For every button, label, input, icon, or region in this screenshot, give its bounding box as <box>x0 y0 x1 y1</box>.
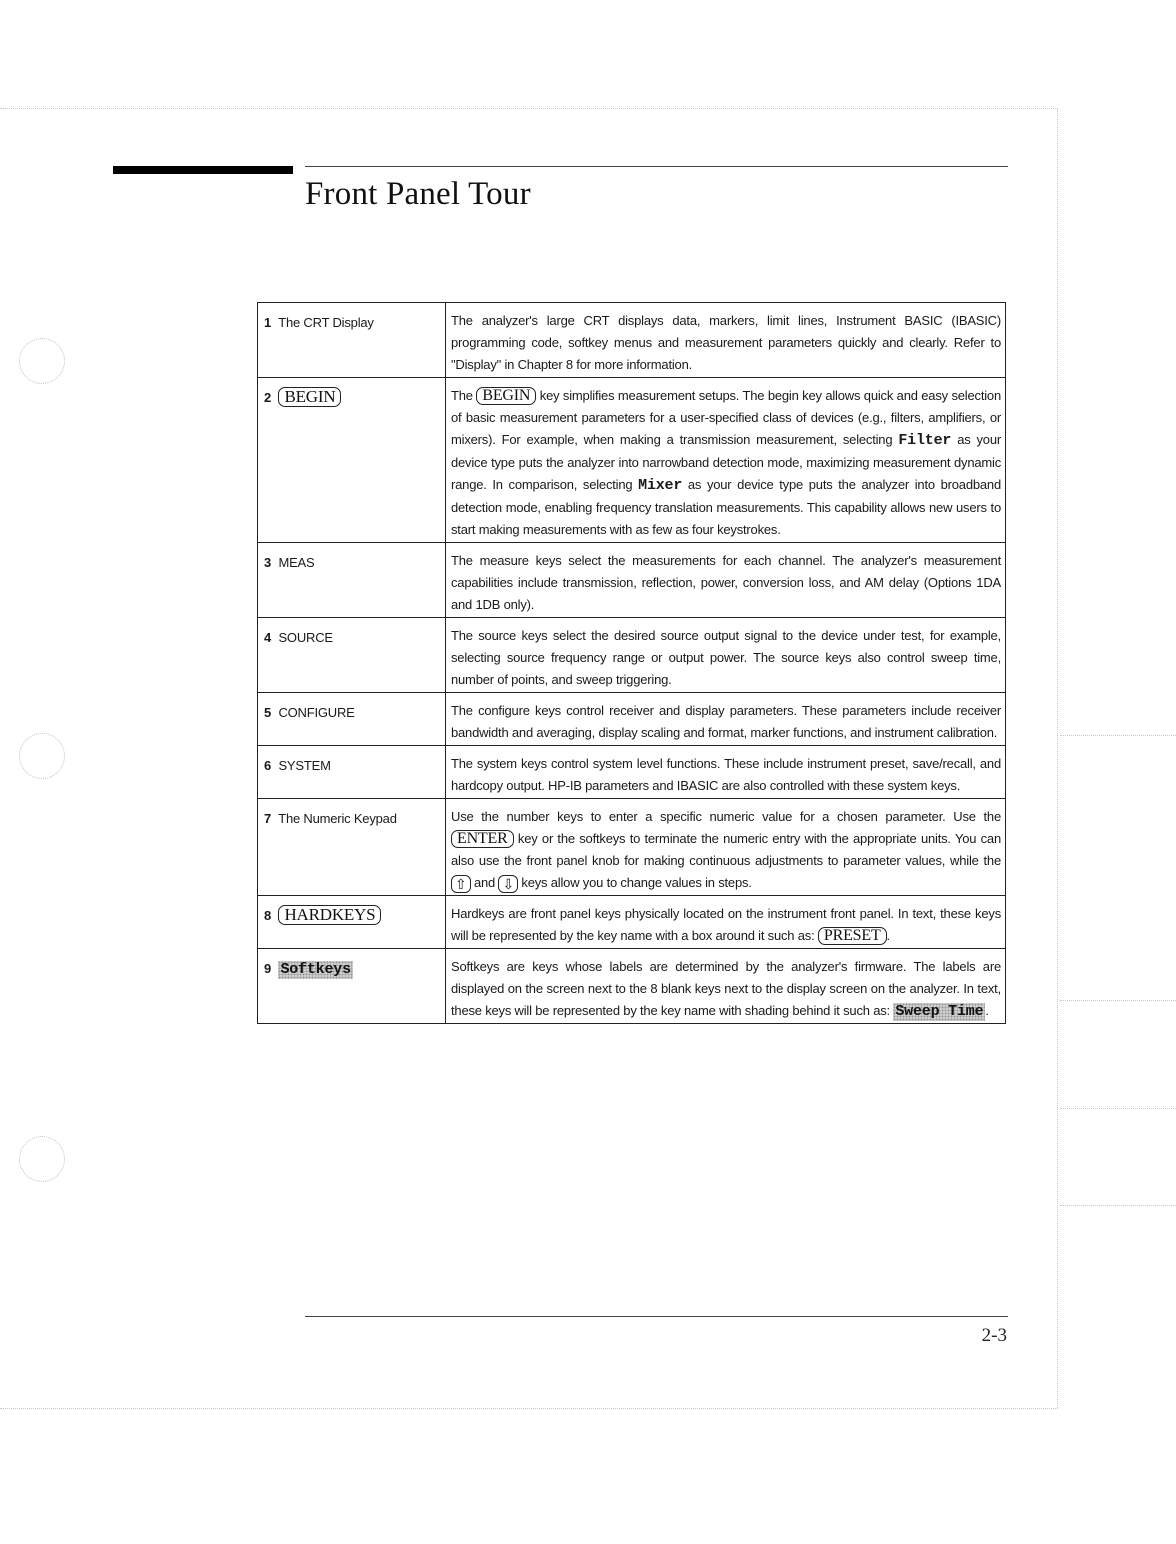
row-label <box>258 543 446 618</box>
row-label <box>258 799 446 896</box>
label-text: CONFIGURE <box>278 705 355 720</box>
scan-edge-top <box>0 108 1058 109</box>
table-row <box>258 543 1006 618</box>
sweep-time-softkey: Sweep Time <box>895 1003 984 1020</box>
preset-key: PRESET <box>818 927 887 945</box>
enter-key: ENTER <box>451 830 514 848</box>
down-arrow-key-icon: ⇩ <box>498 875 518 893</box>
row-description <box>446 896 1006 949</box>
scan-edge-right <box>1057 108 1058 1408</box>
text: as your device type puts the analyzer into narrowband detection mode, maximizing measurement dynamic range. In comparison, selecting <box>451 432 1001 492</box>
row-number: 1 <box>264 315 272 330</box>
row-description: The configure keys control receiver and display parameters. These parameters include receiver bandwidth and averaging, display scaling and format, marker functions, and instrument calibration. <box>446 693 1006 746</box>
text: as your device type puts the analyzer into broadband detection mode, enabling frequency translation measurements. This capability allows new users to start making measurements with as few as four keystrokes. <box>451 477 1001 537</box>
row-description <box>446 799 1006 896</box>
row-label <box>258 896 446 949</box>
row-description: The system keys control system level functions. These include instrument preset, save/recall, and hardcopy output. HP-IB parameters and IBASIC are also controlled with these system keys. <box>446 746 1006 799</box>
label-text: The CRT Display <box>278 315 374 330</box>
text: Hardkeys are front panel keys physically located on the instrument front panel. In text, these keys will be represented by the key name with a box around it such as: <box>451 906 1001 943</box>
table-row <box>258 693 1006 746</box>
softkeys-label: Softkeys <box>280 961 351 978</box>
punch-hole <box>19 338 65 384</box>
table-row <box>258 303 1006 378</box>
front-panel-table <box>257 302 1006 1024</box>
row-description: The measure keys select the measurements for each channel. The analyzer's measurement capabilities include transmission, reflection, power, conversion loss, and AM delay (Options 1DA and 1DB only). <box>446 543 1006 618</box>
label-text: SOURCE <box>278 630 333 645</box>
text: . <box>985 1003 989 1018</box>
row-description: The analyzer's large CRT displays data, markers, limit lines, Instrument BASIC (IBASIC) programming code, softkey menus and measurement parameters quickly and clearly. Refer to "Display" in Chapter 8 for more information. <box>446 303 1006 378</box>
row-description: The source keys select the desired source output signal to the device under test, for example, selecting source frequency range or output power. The source keys also control sweep time, number of points, and sweep triggering. <box>446 618 1006 693</box>
text: and <box>473 875 496 890</box>
table-row <box>258 799 1006 896</box>
row-number: 6 <box>264 758 272 773</box>
row-number: 8 <box>264 908 272 923</box>
table-row <box>258 896 1006 949</box>
table-row <box>258 378 1006 543</box>
scan-mark <box>1060 735 1176 736</box>
begin-key: BEGIN <box>278 387 341 407</box>
table-row <box>258 618 1006 693</box>
scan-mark <box>1060 1205 1176 1206</box>
row-number: 5 <box>264 705 272 720</box>
text: Softkeys are keys whose labels are determined by the analyzer's firmware. The labels are displayed on the screen next to the 8 blank keys next to the display screen on the analyzer. In text, these keys will be represented by the key name with shading behind it such as: <box>451 959 1001 1018</box>
hardkeys-key: HARDKEYS <box>278 905 381 925</box>
page-number: 2-3 <box>981 1325 1007 1346</box>
scan-mark <box>1060 1000 1176 1001</box>
text: . <box>886 928 890 943</box>
label-text: MEAS <box>278 555 315 570</box>
row-label <box>258 378 446 543</box>
table-row <box>258 746 1006 799</box>
begin-key: BEGIN <box>476 387 536 405</box>
punch-hole <box>19 1136 65 1182</box>
row-label <box>258 303 446 378</box>
row-number: 2 <box>264 390 272 405</box>
label-text: SYSTEM <box>278 758 331 773</box>
row-label <box>258 618 446 693</box>
punch-hole <box>19 733 65 779</box>
text: Use the number keys to enter a specific numeric value for a chosen parameter. Use the <box>451 809 1001 824</box>
row-number: 7 <box>264 811 272 826</box>
row-label <box>258 949 446 1024</box>
row-number: 4 <box>264 630 272 645</box>
row-label <box>258 746 446 799</box>
text: The <box>451 388 473 403</box>
up-arrow-key-icon: ⇧ <box>451 875 471 893</box>
footer-rule <box>305 1316 1008 1317</box>
text: key simplifies measurement setups. The begin key allows quick and easy selection of basic measurement parameters for a user-specified class of devices (e.g., filters, amplifiers, or mixers). For example, when making a transmission measurement, selecting <box>451 388 1001 447</box>
row-number: 3 <box>264 555 272 570</box>
row-label <box>258 693 446 746</box>
header-bar <box>113 166 293 174</box>
row-number: 9 <box>264 961 272 976</box>
mixer-softkey-text: Mixer <box>638 477 683 494</box>
filter-softkey-text: Filter <box>898 432 952 449</box>
header-rule <box>305 166 1008 167</box>
table-row <box>258 949 1006 1024</box>
page-title: Front Panel Tour <box>305 176 531 212</box>
label-text: The Numeric Keypad <box>278 811 397 826</box>
scan-mark <box>1060 1108 1176 1109</box>
text: key or the softkeys to terminate the numeric entry with the appropriate units. You can also use the front panel knob for making continuous adjustments to parameter values, while the <box>451 831 1001 868</box>
row-description <box>446 949 1006 1024</box>
scan-edge-bottom <box>0 1408 1058 1409</box>
text: keys allow you to change values in steps. <box>521 875 752 890</box>
row-description <box>446 378 1006 543</box>
